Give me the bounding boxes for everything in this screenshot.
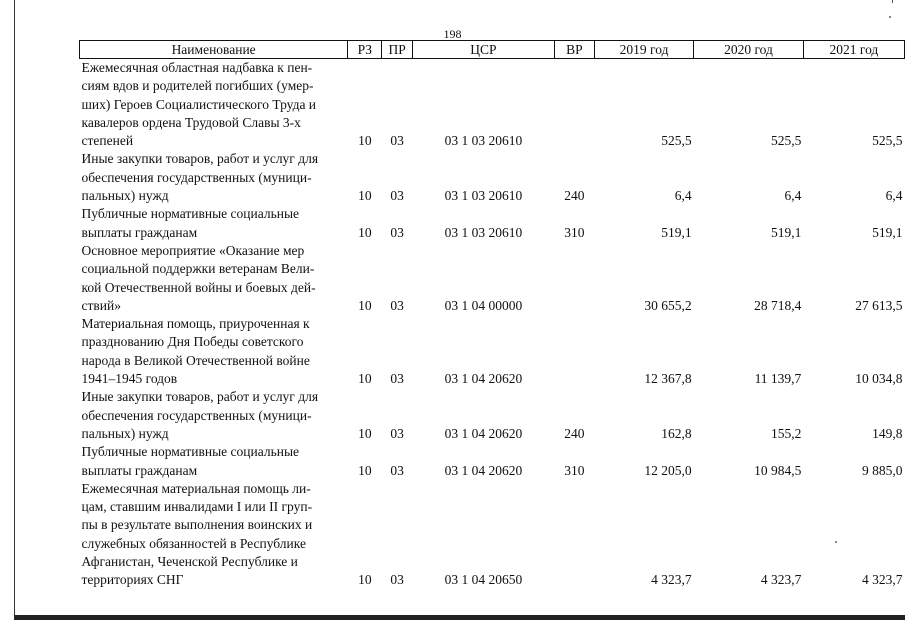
row-value-2019: 162,8 [661,425,692,441]
row-pr: 03 [390,188,404,204]
row-value-2019: 6,4 [674,188,692,204]
row-csr: 03 1 03 20610 [444,188,523,204]
row-value-2019: 30 655,2 [644,297,692,313]
row-pr: 03 [390,572,404,588]
table-row [80,315,905,388]
header-2019: 2019 год [594,41,693,59]
row-vr: 240 [564,425,585,441]
row-value-2021: 149,8 [872,425,903,441]
row-pr: 03 [390,462,404,478]
row-vr: 310 [564,224,585,240]
row-value-2020: 155,2 [770,425,802,441]
header-name: Наименование [80,41,348,59]
row-vr: 310 [564,462,585,478]
row-rz: 10 [358,462,372,478]
row-vr: 240 [564,188,585,204]
row-value-2021: 519,1 [872,224,903,240]
row-value-2019: 12 367,8 [644,371,692,387]
row-value-2019: 519,1 [661,224,692,240]
header-2020: 2020 год [694,41,804,59]
page-number: 198 [443,27,462,41]
row-value-2020: 525,5 [770,133,802,149]
row-pr: 03 [390,425,404,441]
table-row [80,205,905,242]
row-pr: 03 [390,133,404,149]
table-row [80,443,905,480]
scan-speck [889,16,891,18]
table-row [80,480,905,590]
budget-table [79,40,905,590]
row-name: Иные закупки товаров, работ и услуг для обеспечения государственных (муници- пальных) нужд [81,151,319,204]
row-csr: 03 1 04 20620 [444,462,523,478]
header-vr: ВР [554,41,594,59]
row-rz: 10 [358,224,372,240]
row-rz: 10 [358,188,372,204]
row-value-2020: 28 718,4 [754,297,802,313]
row-value-2019: 4 323,7 [651,572,692,588]
row-value-2021: 4 323,7 [862,572,903,588]
row-vr [554,315,594,388]
table-row [80,150,905,205]
header-csr: ЦСР [412,41,554,59]
row-rz: 10 [358,572,372,588]
row-value-2020: 519,1 [770,224,802,240]
row-value-2021: 27 613,5 [855,297,903,313]
row-value-2021: 10 034,8 [855,371,903,387]
row-csr: 03 1 03 20610 [444,224,523,240]
corner-mark [858,0,898,12]
row-vr [554,59,594,151]
row-value-2020: 10 984,5 [754,462,802,478]
header-pr: ПР [382,41,413,59]
row-rz: 10 [358,133,372,149]
row-rz: 10 [358,297,372,313]
table-row [80,59,905,151]
table-header-row [80,41,905,59]
row-name: Публичные нормативные социальные выплаты гражданам [81,444,300,478]
header-rz: РЗ [348,41,382,59]
row-name: Материальная помощь, приуроченная к празднованию Дня Победы советского народа в Великой Отечественной войне 1941–1945 годов [81,316,310,387]
row-value-2020: 6,4 [784,188,802,204]
header-2021: 2021 год [803,41,904,59]
row-rz: 10 [358,371,372,387]
table-row [80,242,905,315]
row-name: Ежемесячная материальная помощь ли- цам, ставшим инвалидами I или II груп- пы в результате выполнения воинских и служебных обязанностей в Республике Афганистан, Чеченской Республике и территориях СНГ [81,480,313,588]
row-pr: 03 [390,297,404,313]
row-value-2019: 12 205,0 [644,462,692,478]
row-value-2021: 6,4 [885,188,903,204]
row-name: Иные закупки товаров, работ и услуг для обеспечения государственных (муници- пальных) нужд [81,389,319,441]
row-name: Ежемесячная областная надбавка к пен- сиям вдов и родителей погибших (умер- ших) Героев Социалистического Труда и кавалеров ордена Трудовой Славы 3-х степеней [81,60,317,149]
row-csr: 03 1 04 20620 [444,371,523,387]
row-value-2019: 525,5 [661,133,692,149]
row-name: Публичные нормативные социальные выплаты гражданам [81,206,300,240]
row-pr: 03 [390,224,404,240]
row-vr [554,242,594,315]
table-row [80,388,905,443]
row-value-2021: 525,5 [872,133,903,149]
row-name: Основное мероприятие «Оказание мер социальной поддержки ветеранам Вели- кой Отечественной войны и боевых дей- ствий» [81,242,316,313]
row-value-2020: 11 139,7 [754,371,802,387]
row-value-2021: 9 885,0 [862,462,903,478]
row-vr [554,480,594,590]
row-csr: 03 1 03 20610 [444,133,523,149]
row-rz: 10 [358,425,372,441]
row-csr: 03 1 04 20620 [444,425,523,441]
row-pr: 03 [390,371,404,387]
row-value-2020: 4 323,7 [760,572,802,588]
row-csr: 03 1 04 20650 [444,572,523,588]
row-csr: 03 1 04 00000 [444,297,523,313]
